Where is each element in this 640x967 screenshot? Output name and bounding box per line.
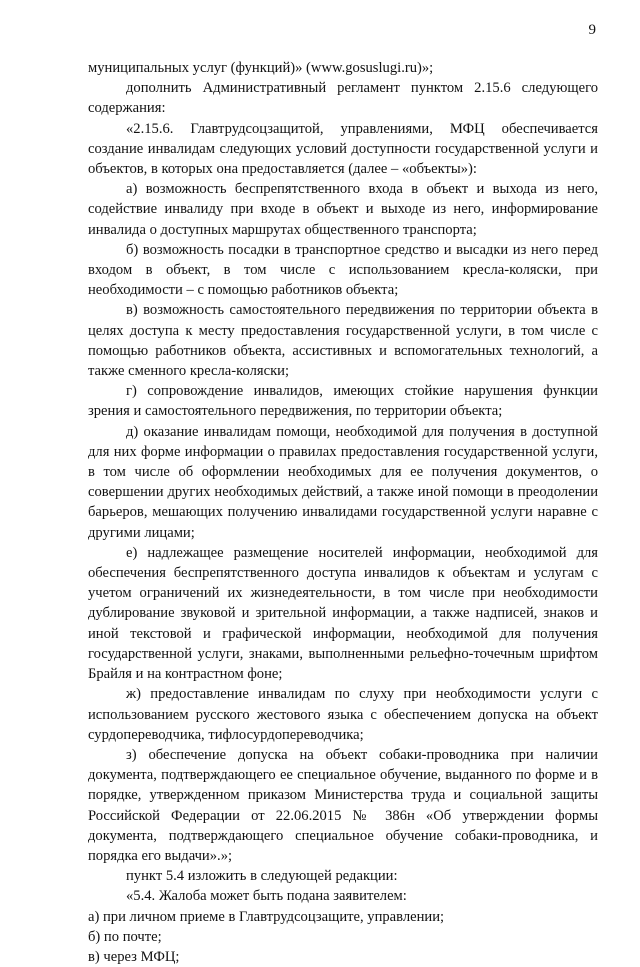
paragraph-continuation: муниципальных услуг (функций)» (www.gosuslugi.ru)»;: [88, 60, 434, 76]
paragraph-item-a: а) возможность беспрепятственного входа в объект и выхода из него, содействие инвалиду при входе в объект и выходе из него, информирование инвалида о доступных маршрутах общественного транспорта;: [88, 181, 598, 238]
paragraph-5-4: «5.4. Жалоба может быть подана заявителем:: [126, 888, 407, 905]
paragraph-item-e: е) надлежащее размещение носителей информации, необходимой для обеспечения беспрепятственного доступа инвалидов к объектам и услугам с учетом ограничений их жизнедеятельности, в том числе при необходимости дублирование звуковой и зрительной информации, а также надписей, знаков и иной текстовой и графической информации, необходимой для получения государственной услуги, знаками, выполненными рельефно-точечным шрифтом Брайля и на контрастном фоне;: [88, 544, 598, 683]
paragraph-amendment-intro: дополнить Административный регламент пунктом 2.15.6 следующего содержания:: [88, 80, 598, 117]
paragraph-item-g: г) сопровождение инвалидов, имеющих стойкие нарушения функции зрения и самостоятельного передвижения, по территории объекта;: [88, 383, 598, 420]
paragraph-item-z: з) обеспечение допуска на объект собаки-проводника при наличии документа, подтверждающего ее специальное обучение, выданного по форме и в порядке, утвержденном приказом Министерства труда и социальной защиты Российской Федерации от 22.06.2015 № 386н «Об утверждении формы документа, подтверждающего специальное обучение собаки-проводника, и порядка его выдачи».»;: [88, 746, 598, 864]
paragraph-point-5-4-intro: пункт 5.4 изложить в следующей редакции:: [126, 868, 398, 885]
paragraph-item-v: в) возможность самостоятельного передвижения по территории объекта в целях доступа к месту предоставления государственной услуги, в том числе с помощью работников объекта, ассистивных и вспомогательных технологий, а также сменного кресла-коляски;: [88, 302, 598, 380]
paragraph-5-4-v: в) через МФЦ;: [88, 948, 180, 965]
page-number: 9: [588, 22, 596, 38]
paragraph-item-d: д) оказание инвалидам помощи, необходимой для получения в доступной для них форме информации о правилах предоставления государственной услуги, в том числе об оформлении необходимых для ее получения документов, о совершении других необходимых действий, а также иной помощи в преодолении барьеров, мешающих получению инвалидами государственной услуги наравне с другими лицами;: [88, 423, 598, 541]
paragraph-2-15-6: «2.15.6. Главтрудсоцзащитой, управлениями, МФЦ обеспечивается создание инвалидам следующих условий доступности государственной услуги и объектов, в которых она предоставляется (далее – «объекты»):: [88, 120, 598, 178]
paragraph-5-4-b: б) по почте;: [88, 928, 162, 945]
paragraph-item-zh: ж) предоставление инвалидам по слуху при необходимости услуги с использованием русского жестового языка с обеспечением допуска на объект сурдопереводчика, тифлосурдопереводчика;: [88, 686, 598, 743]
paragraph-5-4-a: а) при личном приеме в Главтрудсоцзащите, управлении;: [88, 908, 445, 925]
document-body: [88, 58, 598, 967]
paragraph-item-b: б) возможность посадки в транспортное средство и высадки из него перед входом в объект, в том числе с использованием кресла-коляски, при необходимости – с помощью работников объекта;: [88, 241, 598, 299]
